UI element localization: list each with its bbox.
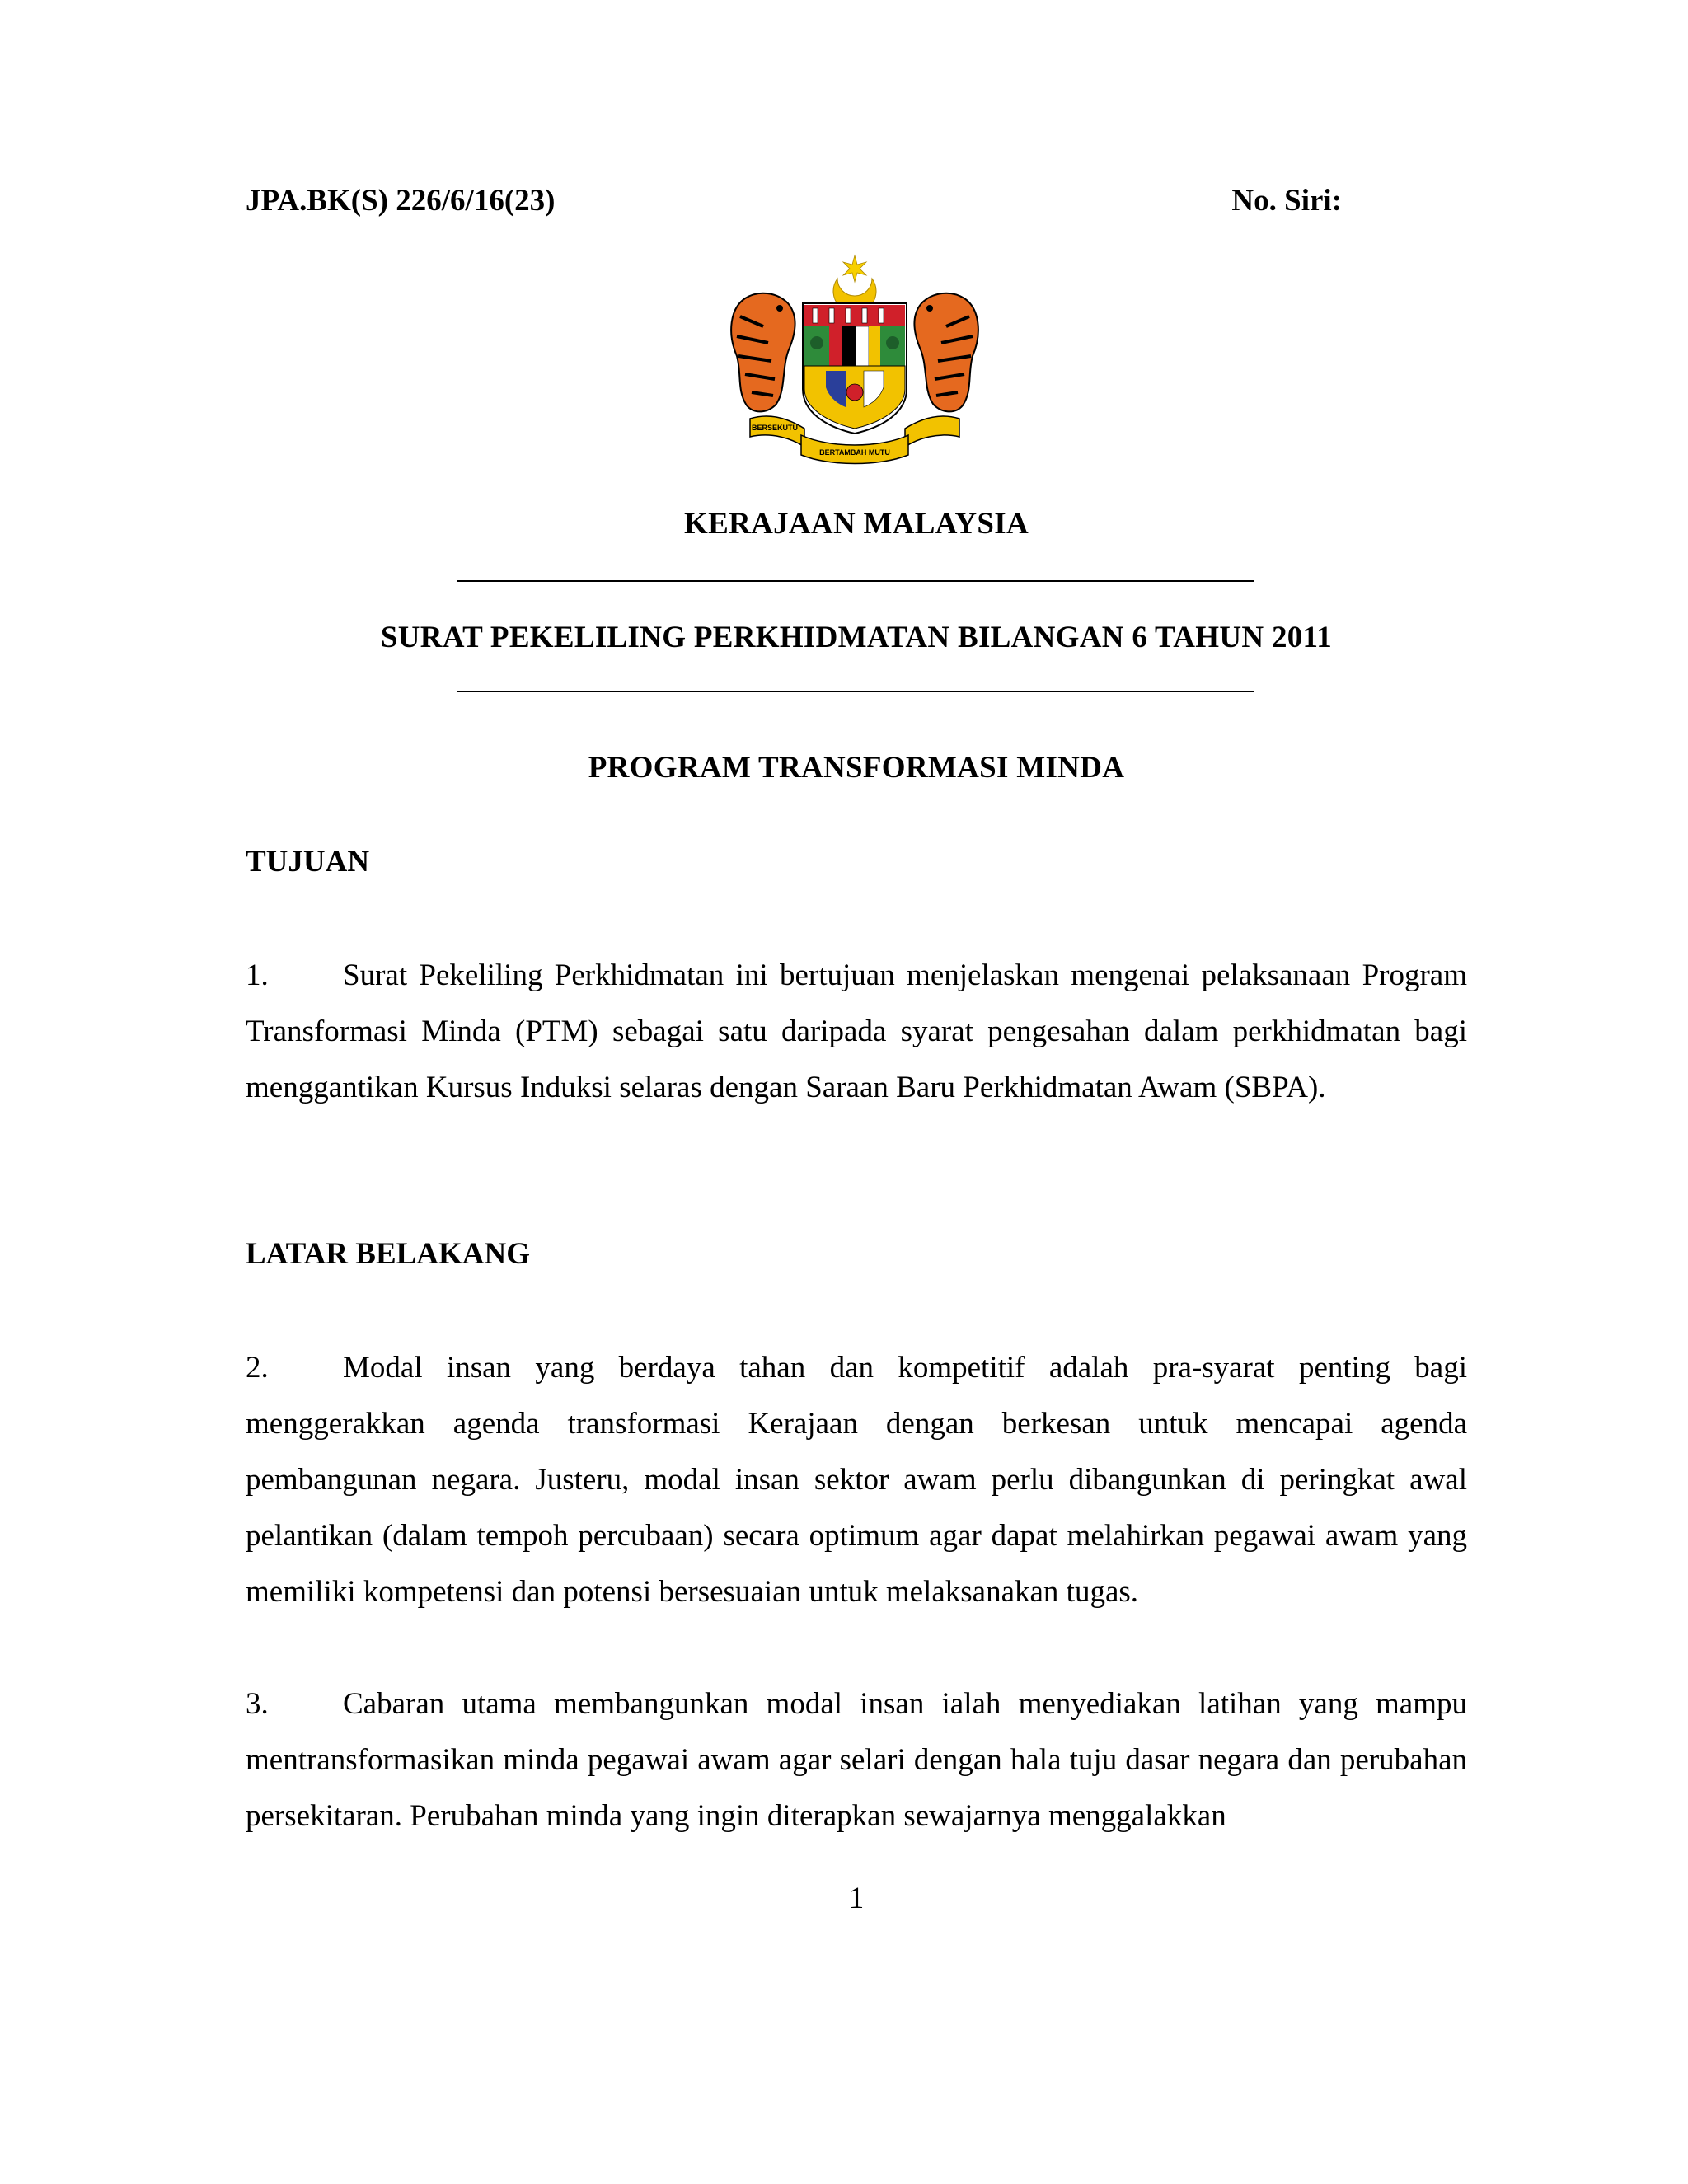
paragraph-text: Surat Pekeliling Perkhidmatan ini bertujuan menjelaskan mengenai pelaksanaan Program Transformasi Minda (PTM) sebagai satu daripada syarat pengesahan dalam perkhidmatan bagi menggantikan Kursus Induksi selaras dengan Saraan Baru Perkhidmatan Awam (SBPA). (246, 958, 1467, 1104)
paragraph-text: Modal insan yang berdaya tahan dan kompetitif adalah pra-syarat penting bagi menggerakkan agenda transformasi Kerajaan dengan berkesan untuk mencapai agenda pembangunan negara. Justeru, modal insan sektor awam perlu dibangunkan di peringkat awal pelantikan (dalam tempoh percubaan) secara optimum agar dapat melahirkan pegawai awam yang memiliki kompetensi dan potensi bersesuaian untuk melaksanakan tugas. (246, 1351, 1467, 1609)
serial-number-label: No. Siri: (1231, 184, 1342, 218)
reference-line (246, 183, 1467, 224)
section-heading-latar-belakang: LATAR BELAKANG (246, 1237, 531, 1271)
title-divider-top (457, 580, 1254, 582)
paragraph-2 (246, 1340, 1467, 1620)
reference-number: JPA.BK(S) 226/6/16(23) (246, 184, 556, 218)
crest-motto-left: BERSEKUTU (751, 424, 799, 432)
paragraph-3 (246, 1676, 1467, 1844)
paragraph-number: 3. (246, 1687, 269, 1721)
title-divider-bottom (457, 691, 1254, 692)
paragraph-number: 2. (246, 1351, 269, 1385)
page-number: 1 (848, 1882, 865, 1915)
government-title: KERAJAAN MALAYSIA (684, 507, 1029, 541)
circular-title: SURAT PEKELILING PERKHIDMATAN BILANGAN 6 TAHUN 2011 (380, 621, 1333, 654)
section-heading-tujuan: TUJUAN (246, 845, 370, 879)
crest-motto-right: BERTAMBAH MUTU (819, 448, 890, 457)
malaysia-coat-of-arms-icon (722, 251, 987, 466)
paragraph-text: Cabaran utama membangunkan modal insan ialah menyediakan latihan yang mampu mentransformasikan minda pegawai awam agar selari dengan hala tuju dasar negara dan perubahan persekitaran. Perubahan minda yang ingin diterapkan sewajarnya menggalakkan (246, 1687, 1467, 1833)
paragraph-number: 1. (246, 958, 269, 992)
document-page (246, 0, 1467, 2184)
program-title: PROGRAM TRANSFORMASI MINDA (588, 751, 1125, 785)
paragraph-1 (246, 948, 1467, 1116)
